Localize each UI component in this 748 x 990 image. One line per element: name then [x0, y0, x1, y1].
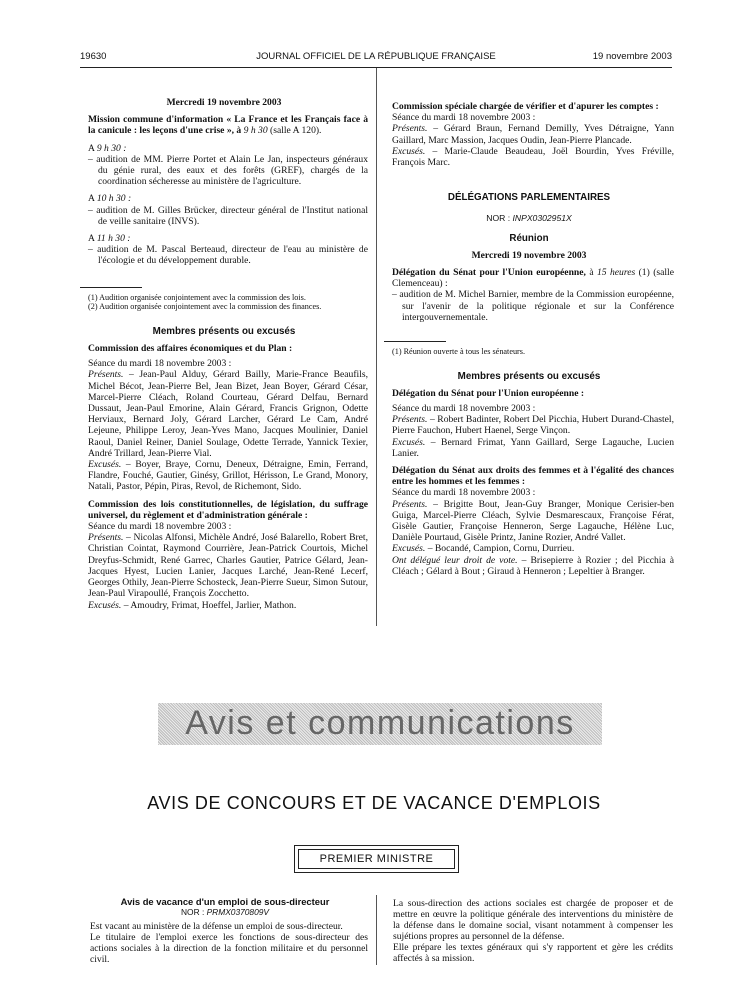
agenda-item-2: – audition de M. Gilles Brücker, directeur général de l'Institut national de veille sanitaire (INVS).	[88, 204, 368, 227]
reunion-heading: Réunion	[509, 232, 549, 244]
footnote-1: (1) Audition organisée conjointement avec la commission des lois.	[88, 292, 306, 302]
vacance-paragraph-1: Est vacant au ministère de la défense un emploi de sous-directeur.	[90, 921, 343, 932]
time-slot-2: A 10 h 30 :	[88, 193, 132, 205]
commission-lois-excuses: Excusés. – Amoudry, Frimat, Hoeffel, Jarlier, Mathon.	[88, 599, 297, 611]
commission-lois-seance: Séance du mardi 18 novembre 2003 :	[88, 521, 232, 533]
avis-concours-title: AVIS DE CONCOURS ET DE VACANCE D'EMPLOIS	[147, 793, 601, 813]
commission-speciale-title: Commission spéciale chargée de vérifier et d'apurer les comptes :	[392, 101, 659, 112]
left-column	[80, 97, 368, 611]
bottom-right-column	[385, 898, 673, 964]
reunion-date: Mercredi 19 novembre 2003	[471, 249, 587, 261]
page-number: 19630	[80, 51, 107, 62]
bottom-left-column	[82, 896, 368, 965]
sous-direction-paragraph-2: Elle prépare les textes généraux qui s'y rapportent et gère les crédits affectés à sa mission.	[393, 942, 673, 964]
delegations-heading: DÉLÉGATIONS PARLEMENTAIRES	[447, 192, 611, 204]
commission-speciale-seance: Séance du mardi 18 novembre 2003 :	[392, 112, 536, 124]
agenda-item-3: – audition de M. Pascal Berteaud, directeur de l'eau au ministère de l'écologie et du développement durable.	[88, 244, 368, 267]
footnote-right-1: (1) Réunion ouverte à tous les sénateurs.	[392, 347, 526, 357]
commission-eco-seance: Séance du mardi 18 novembre 2003 :	[88, 358, 232, 370]
delegation-femmes-excuses: Excusés. – Bocandé, Campion, Cornu, Durrieu.	[392, 543, 575, 555]
bottom-column-divider	[376, 895, 377, 965]
footnote-rule-right	[384, 341, 446, 342]
commission-eco-presents: Présents. – Jean-Paul Alduy, Gérard Bailly, Marie-France Beaufils, Michel Bécot, Jean-Pierre Bel, Jean Bizet, Jean Boyer, Gérard César, Marcel-Pierre Cléach, Roland Courteau, Gérard Delfau, Bernard Dussaut, Jean-Paul Emorine, Alain Gérard, Francis Grignon, Odette Herviaux, Bernard Joly, Gérard Larcher, Gérard Le Cam, André Lejeune, Philippe Leroy, Jean-Yves Mano, Jacques Moulinier, Daniel Raoul, Daniel Reiner, Daniel Soulage, Odette Terrade, Yannick Texier, André Trillard, Jean-Pierre Vial.	[88, 369, 368, 459]
delegation-ue-title: Délégation du Sénat pour l'Union européenne, à 15 heures (1) (salle Clemenceau) :	[392, 267, 674, 290]
delegation-ue-item: – audition de M. Michel Barnier, membre de la Commission européenne, sur l'avenir de la politique régionale et sur la Conférence intergouvernementale.	[392, 289, 674, 323]
avis-banner	[158, 703, 602, 745]
column-divider	[376, 68, 377, 626]
header-date: 19 novembre 2003	[592, 51, 672, 62]
delegation-ue-members-title: Délégation du Sénat pour l'Union européenne :	[392, 387, 585, 399]
avis-banner-text: Avis et communications	[185, 704, 575, 742]
premier-ministre-box	[294, 845, 459, 873]
delegation-femmes-presents: Présents. – Brigitte Bout, Jean-Guy Branger, Monique Cerisier-ben Guiga, Marcel-Pierre Cléach, Sylvie Desmarescaux, Françoise Férat, Gisèle Gautier, Françoise Henneron, Serge Lagauche, Hélène Luc, Danièle Pourtaud, Gisèle Printz, Janine Rozier, André Vallet.	[392, 498, 674, 544]
commission-lois-presents: Présents. – Nicolas Alfonsi, Michèle André, José Balarello, Robert Bret, Christian Cointat, Raymond Courrière, Jean-Patrick Courtois, Michel Dreyfus-Schmidt, René Garrec, Charles Gautier, Patrice Gélard, Jean-Jacques Hyest, Lucien Lanier, Jacques Larché, Jean-René Lecerf, Georges Othily, Jean-Pierre Schosteck, Jean-Pierre Sueur, Simon Sutour, Jean-Paul Virapoullé, François Zocchetto.	[88, 532, 368, 600]
premier-ministre-label: PREMIER MINISTRE	[298, 849, 455, 869]
nor-reference: NOR : INPX0302951X	[486, 213, 572, 224]
vacance-nor: NOR : PRMX0370809V	[181, 907, 269, 917]
delegation-ue-seance: Séance du mardi 18 novembre 2003 :	[392, 403, 536, 415]
delegation-ue-presents: Présents. – Robert Badinter, Robert Del Picchia, Hubert Durand-Chastel, Pierre Fauchon, Hubert Haenel, Serge Vinçon.	[392, 414, 674, 437]
vacance-title: Avis de vacance d'un emploi de sous-directeur	[120, 896, 330, 907]
commission-eco-excuses: Excusés. – Boyer, Braye, Cornu, Deneux, Détraigne, Emin, Ferrand, Flandre, Fouché, Gautier, Ginésy, Grillot, Hérisson, Le Grand, Monory, Natali, Pastor, Pépin, Piras, Revol, de Richemont, Sido.	[88, 459, 368, 493]
delegation-femmes-title: Délégation du Sénat aux droits des femmes et à l'égalité des chances entre les hommes et les femmes :	[392, 465, 674, 488]
commission-speciale-excuses: Excusés. – Marie-Claude Beaudeau, Joël Bourdin, Yves Fréville, François Marc.	[392, 145, 674, 169]
sous-direction-paragraph-1: La sous-direction des actions sociales est chargée de proposer et de mettre en œuvre la politique générale des interventions du ministère de la défense dans le domaine social, visant notamment à compenser les sujétions propres au personnel de la défense.	[393, 898, 673, 942]
vacance-paragraph-2: Le titulaire de l'emploi exerce les fonctions de sous-directeur des actions sociales à la direction de la fonction militaire et du personnel civil.	[90, 932, 368, 965]
commission-lois-title: Commission des lois constitutionnelles, de législation, du suffrage universel, du règlement et d'administration générale :	[88, 498, 368, 521]
delegation-ue-excuses: Excusés. – Bernard Frimat, Yann Gaillard, Serge Lagauche, Lucien Lanier.	[392, 436, 674, 459]
footnote-2: (2) Audition organisée conjointement avec la commission des finances.	[88, 302, 322, 312]
time-slot-1: A 9 h 30 :	[88, 142, 127, 154]
delegation-femmes-seance: Séance du mardi 18 novembre 2003 :	[392, 487, 536, 499]
agenda-item-1: – audition de MM. Pierre Portet et Alain Le Jan, inspecteurs généraux du génie rural, des eaux et des forêts (GREF), chargés de la coordination sécheresse au ministère de l'agriculture.	[88, 153, 368, 188]
page-header	[80, 51, 672, 65]
delegation-femmes-vote: Ont délégué leur droit de vote. – Brisepierre à Rozier ; del Picchia à Cléach ; Gélard à Bout ; Giraud à Henneron ; Lepeltier à Branger.	[392, 554, 674, 577]
footnote-rule	[80, 287, 142, 288]
right-column	[384, 101, 674, 577]
commission-eco-title: Commission des affaires économiques et du Plan :	[88, 343, 293, 355]
membres-heading-right: Membres présents ou excusés	[457, 370, 601, 382]
membres-heading: Membres présents ou excusés	[152, 325, 296, 337]
date-heading: Mercredi 19 novembre 2003	[166, 97, 282, 108]
commission-speciale-presents: Présents. – Gérard Braun, Fernand Demilly, Yves Détraigne, Yann Gaillard, Marc Massion, Jacques Oudin, Jean-Pierre Plancade.	[392, 123, 674, 146]
mission-title: Mission commune d'information « La France et les Français face à la canicule : les leçons d'une crise », à 9 h 30 (salle A 120).	[88, 114, 368, 137]
journal-title: JOURNAL OFFICIEL DE LA RÉPUBLIQUE FRANÇAISE	[256, 51, 496, 62]
time-slot-3: A 11 h 30 :	[88, 233, 131, 245]
